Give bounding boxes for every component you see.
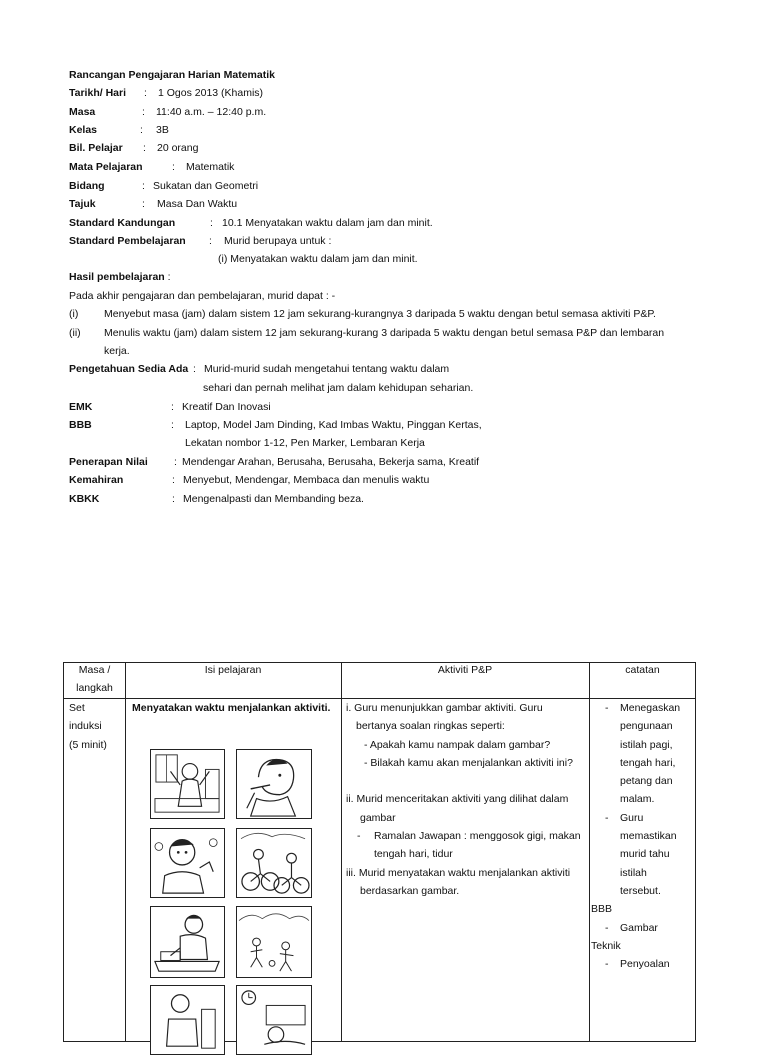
activity-line [346, 827, 586, 845]
bedtime-clock-picture [236, 985, 312, 1055]
note-block [594, 955, 694, 973]
activity-line: i. Guru menunjukkan gambar aktiviti. Guru [346, 702, 543, 714]
field-label-subject: Mata Pelajaran [69, 161, 143, 173]
note-line: istilah pagi, [620, 738, 673, 751]
note-block [594, 809, 694, 900]
header-aktiviti: Aktiviti P&P [437, 664, 493, 676]
header-masa-line2: langkah [76, 682, 113, 695]
lesson-table [63, 662, 696, 1042]
dash: - [605, 921, 609, 934]
eating-picture [150, 828, 225, 898]
activity-line: bertanya soalan ringkas seperti: [356, 720, 505, 733]
dash: - [605, 702, 609, 714]
colon: : [172, 493, 175, 505]
activity-spacer [346, 772, 586, 790]
kbkk-label: KBKK [69, 493, 100, 505]
activity-line: iii. Murid menyatakan waktu menjalankan aktiviti [346, 866, 571, 879]
skills-label: Kemahiran [69, 474, 124, 486]
note-line: Menegaskan [620, 702, 681, 714]
activity-pictures [150, 749, 312, 1044]
playing-picture [236, 906, 312, 978]
field-label-date: Tarikh/ Hari [69, 87, 126, 99]
field-value-class: 3B [156, 124, 169, 136]
field-value-date: 1 Ogos 2013 (Khamis) [158, 87, 264, 99]
colon: : [143, 142, 146, 154]
table-divider [125, 663, 126, 1041]
note-teknik: Teknik [591, 939, 621, 952]
colon: : [193, 363, 196, 375]
cycling-picture [236, 828, 312, 898]
dash: - [605, 811, 609, 824]
colon: : [140, 124, 143, 136]
activity-line: - Apakah kamu nampak dalam gambar? [364, 738, 551, 751]
masa-line: induksi [69, 720, 102, 733]
emk-value: Kreatif Dan Inovasi [182, 401, 271, 413]
note-bbb: BBB [591, 903, 613, 916]
sleeping-picture [150, 985, 225, 1055]
bbb-label: BBB [69, 419, 92, 431]
colon: : [142, 106, 145, 118]
colon: : [172, 474, 175, 486]
activity-line: ii. Murid menceritakan aktiviti yang dilihat dalam [346, 793, 569, 806]
note-line: tersebut. [620, 884, 661, 897]
studying-picture [150, 906, 225, 978]
note-line: petang dan [620, 775, 673, 788]
outcome-item-number: (i) [69, 308, 79, 320]
field-label-class: Kelas [69, 124, 98, 136]
field-value-field: Sukatan dan Geometri [153, 180, 259, 192]
activity-line: - Bilakah kamu akan menjalankan aktiviti ini? [364, 756, 573, 769]
note-line: Gambar [620, 921, 658, 934]
emk-label: EMK [69, 401, 93, 413]
masa-line: (5 minit) [69, 738, 107, 751]
outcome-item-text: Menulis waktu (jam) dalam sistem 12 jam sekurang-kurang 3 daripada 5 waktu dengan betul semasa P&P dan lembaran [104, 327, 665, 339]
activity-line: berdasarkan gambar. [360, 884, 460, 897]
colon: : [172, 161, 175, 173]
values-label: Penerapan Nilai [69, 456, 148, 468]
bbb-value: Laptop, Model Jam Dinding, Kad Imbas Waktu, Pinggan Kertas, [185, 419, 482, 431]
activity-answer: Ramalan Jawapan : menggosok gigi, makan [374, 830, 581, 843]
outcome-item-number: (ii) [69, 327, 81, 339]
field-label-content-standard: Standard Kandungan [69, 217, 176, 229]
note-block [594, 699, 694, 809]
notes [591, 699, 694, 973]
note-line: Guru [620, 811, 644, 824]
field-value-students: 20 orang [157, 142, 199, 154]
outcome-intro: Pada akhir pengajaran dan pembelajaran, murid dapat : - [69, 290, 336, 302]
activity-line: tengah hari, tidur [374, 848, 453, 861]
header-isi: Isi pelajaran [204, 664, 262, 676]
bbb-value-cont: Lekatan nombor 1-12, Pen Marker, Lembaran Kerja [185, 437, 425, 449]
outcome-heading [69, 271, 171, 284]
field-label-time: Masa [69, 106, 96, 118]
values-value: Mendengar Arahan, Berusaha, Berusaha, Bekerja sama, Kreatif [182, 456, 480, 468]
table-divider [589, 663, 590, 1041]
field-label-learning-standard: Standard Pembelajaran [69, 235, 186, 247]
masa-line: Set [69, 702, 85, 714]
note-line: tengah hari, [620, 756, 676, 769]
skills-value: Menyebut, Mendengar, Membaca dan menulis waktu [183, 474, 430, 486]
note-line: malam. [620, 793, 655, 806]
field-label-students: Bil. Pelajar [69, 142, 123, 154]
header-catatan: catatan [625, 664, 660, 676]
colon: : [142, 180, 145, 192]
note-line: Penyoalan [620, 958, 670, 971]
field-value-time: 11:40 a.m. – 12:40 p.m. [156, 106, 267, 118]
colon: : [174, 456, 177, 468]
note-line: murid tahu [620, 848, 670, 861]
field-value-content-standard: 10.1 Menyatakan waktu dalam jam dan minit. [222, 217, 433, 229]
field-label-field: Bidang [69, 180, 105, 192]
colon: : [142, 198, 145, 210]
dash: - [605, 958, 609, 971]
field-label-topic: Tajuk [69, 198, 96, 210]
field-value-learning-standard-item: (i) Menyatakan waktu dalam jam dan minit. [218, 253, 418, 265]
colon: : [210, 217, 213, 229]
note-line: memastikan [620, 830, 677, 843]
colon: : [171, 419, 174, 431]
kbkk-value: Mengenalpasti dan Membanding beza. [183, 493, 364, 505]
outcome-suffix: : [164, 271, 171, 283]
outcome-item-text-cont: kerja. [104, 345, 130, 357]
note-block [594, 919, 694, 937]
activity-steps [346, 699, 586, 900]
header-masa-line1: Masa / [78, 664, 111, 676]
table-divider [341, 663, 342, 1041]
document-title: Rancangan Pengajaran Harian Matematik [69, 69, 275, 81]
waking-up-picture [150, 749, 225, 819]
outcome-item-text: Menyebut masa (jam) dalam sistem 12 jam sekurang-kurangnya 3 daripada 5 waktu dengan betul semasa aktiviti P&P. [104, 308, 656, 320]
activity-line: gambar [360, 811, 396, 824]
prior-knowledge-label: Pengetahuan Sedia Ada [69, 363, 189, 375]
field-value-topic: Masa Dan Waktu [157, 198, 238, 210]
colon: : [171, 401, 174, 413]
header-masa [64, 661, 125, 698]
brushing-teeth-picture [236, 749, 312, 819]
field-value-learning-standard: Murid berupaya untuk : [224, 235, 332, 247]
note-line: pengunaan [620, 720, 673, 733]
colon: : [209, 235, 212, 247]
prior-knowledge-line2: sehari dan pernah melihat jam dalam kehidupan seharian. [203, 382, 474, 394]
colon: : [144, 87, 147, 99]
isi-title: Menyatakan waktu menjalankan aktiviti. [132, 702, 331, 714]
prior-knowledge-line1: Murid-murid sudah mengetahui tentang waktu dalam [204, 363, 450, 375]
field-value-subject: Matematik [186, 161, 235, 173]
row-masa [69, 699, 107, 754]
outcome-label: Hasil pembelajaran [69, 271, 165, 283]
note-line: istilah [620, 866, 647, 879]
dash: - [357, 830, 361, 843]
